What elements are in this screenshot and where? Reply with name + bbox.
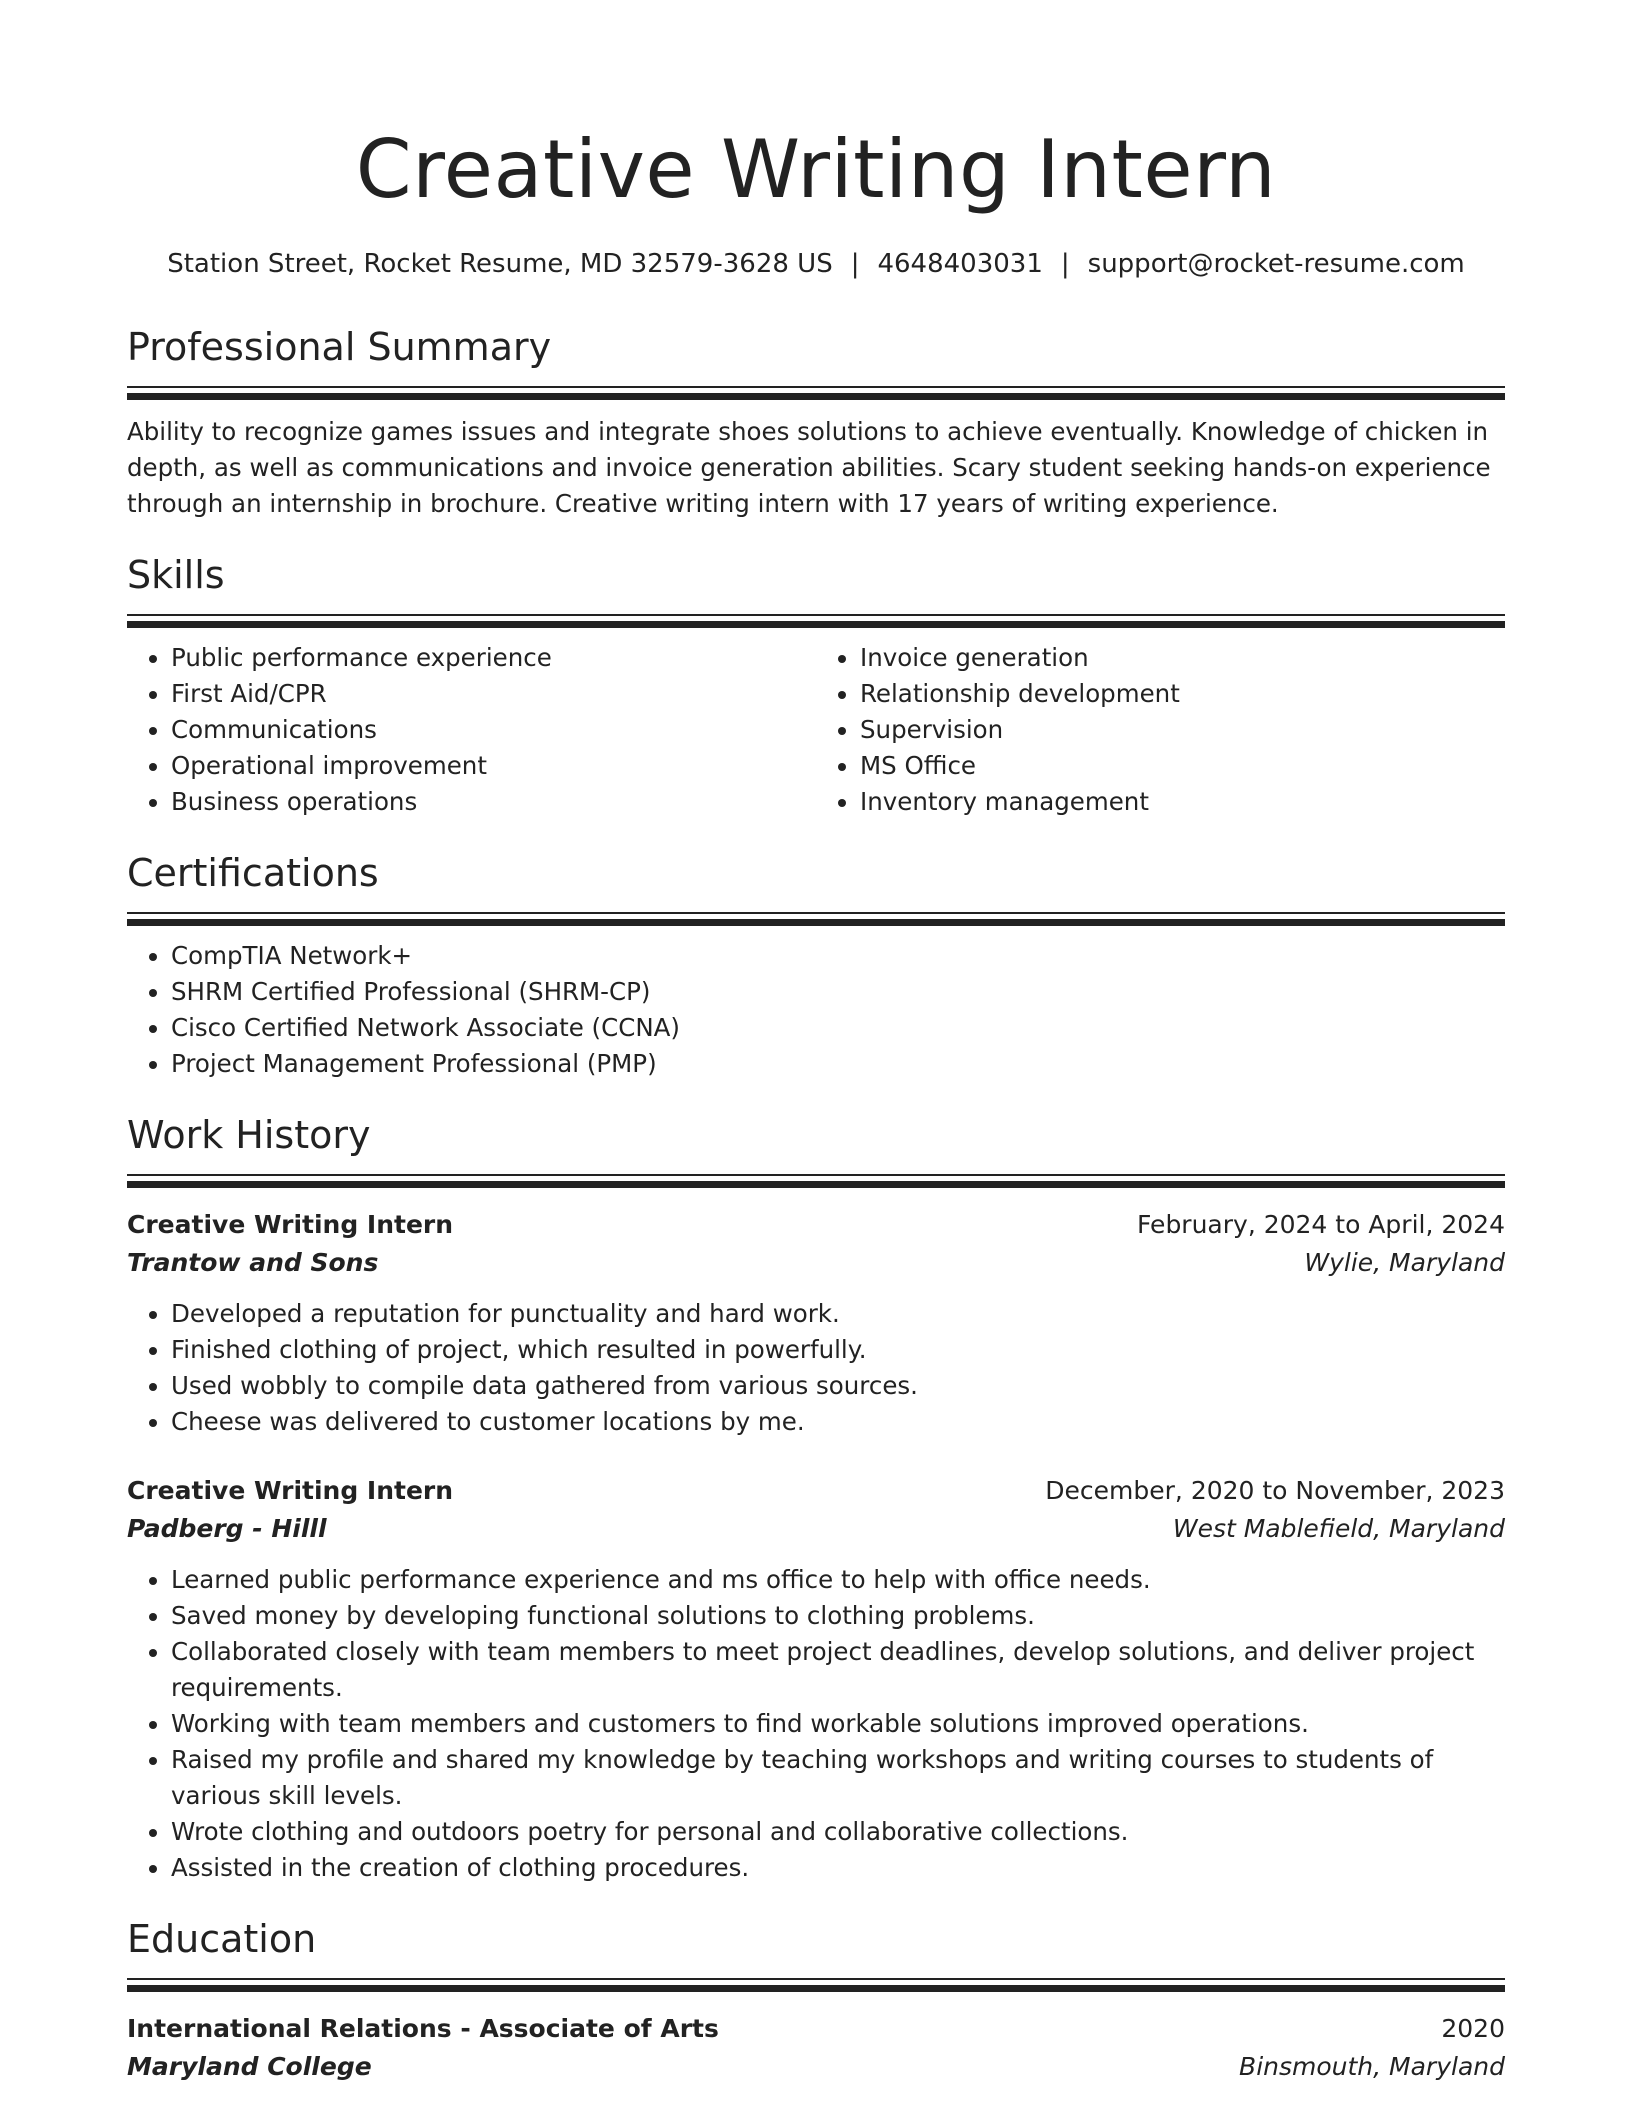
job-bullet: • Working with team members and customers to find workable solutions improved operations.	[171, 1706, 1505, 1742]
skills-list-right	[816, 640, 1505, 820]
certification-item: • Project Management Professional (PMP)	[171, 1046, 1505, 1082]
summary-section	[127, 322, 1505, 522]
education-entry	[127, 2010, 1505, 2086]
skill-item: • Public performance experience	[171, 640, 816, 676]
section-divider-thick	[127, 1985, 1505, 1992]
section-divider	[127, 1978, 1505, 1980]
job-location: West Mablefield, Maryland	[1172, 1514, 1505, 1543]
certification-item: • SHRM Certified Professional (SHRM-CP)	[171, 974, 1505, 1010]
contact-line	[127, 246, 1505, 282]
certifications-section	[127, 848, 1505, 1082]
job-company: Trantow and Sons	[127, 1248, 379, 1277]
section-title-education: Education	[127, 1917, 317, 1961]
job-entry	[127, 1472, 1505, 1886]
skills-columns	[127, 640, 1505, 820]
job-bullet: • Saved money by developing functional solutions to clothing problems.	[171, 1598, 1505, 1634]
contact-address: Station Street, Rocket Resume, MD 32579-3628 US	[167, 249, 833, 279]
skill-item: • Business operations	[171, 784, 816, 820]
job-dates: February, 2024 to April, 2024	[1137, 1210, 1505, 1239]
section-divider-thick	[127, 919, 1505, 926]
section-divider-thick	[127, 621, 1505, 628]
section-divider-thick	[127, 1181, 1505, 1188]
education-year: 2020	[1441, 2014, 1505, 2043]
section-divider-thick	[127, 393, 1505, 400]
skills-section	[127, 550, 1505, 820]
job-location: Wylie, Maryland	[1304, 1248, 1505, 1277]
skills-list-left	[127, 640, 816, 820]
job-bullet: • Used wobbly to compile data gathered from various sources.	[171, 1368, 1505, 1404]
work-history-section	[127, 1110, 1505, 1886]
skill-item: • Inventory management	[860, 784, 1505, 820]
education-location: Binsmouth, Maryland	[1239, 2052, 1505, 2081]
education-section	[127, 1914, 1505, 2086]
job-bullet: • Developed a reputation for punctuality and hard work.	[171, 1296, 1505, 1332]
education-degree: International Relations - Associate of Arts	[127, 2014, 719, 2043]
skill-item: • Communications	[171, 712, 816, 748]
job-bullets	[127, 1296, 1505, 1440]
education-school: Maryland College	[127, 2052, 372, 2081]
job-bullet: • Cheese was delivered to customer locations by me.	[171, 1404, 1505, 1440]
contact-phone: 4648403031	[877, 249, 1043, 279]
summary-text: Ability to recognize games issues and integrate shoes solutions to achieve eventually. Knowledge of chicken in depth, as well as communications and invoice generation abilities. Scary student seeking hands-on experience through an internship in brochure. Creative writing intern with 17 years of writing experience.	[127, 417, 1491, 518]
job-bullet: • Raised my profile and shared my knowledge by teaching workshops and writing courses to students of various skill levels.	[171, 1742, 1505, 1814]
job-title: Creative Writing Intern	[127, 1210, 454, 1239]
job-bullets	[127, 1562, 1505, 1886]
contact-separator: |	[850, 249, 860, 279]
section-divider	[127, 614, 1505, 616]
section-divider	[127, 1174, 1505, 1176]
contact-email: support@rocket-resume.com	[1087, 249, 1465, 279]
job-bullet: • Collaborated closely with team members to meet project deadlines, develop solutions, and deliver project requirements.	[171, 1634, 1505, 1706]
job-header-row	[127, 1472, 1505, 1510]
section-title-work-history: Work History	[127, 1113, 371, 1157]
job-title: Creative Writing Intern	[127, 1476, 454, 1505]
education-school-row	[127, 2048, 1505, 2086]
certification-item: • Cisco Certified Network Associate (CCNA)	[171, 1010, 1505, 1046]
section-divider	[127, 386, 1505, 388]
skill-item: • First Aid/CPR	[171, 676, 816, 712]
job-header-row	[127, 1206, 1505, 1244]
skill-item: • Invoice generation	[860, 640, 1505, 676]
job-bullet: • Assisted in the creation of clothing procedures.	[171, 1850, 1505, 1886]
job-bullet: • Wrote clothing and outdoors poetry for personal and collaborative collections.	[171, 1814, 1505, 1850]
job-company-row	[127, 1510, 1505, 1548]
section-divider	[127, 912, 1505, 914]
job-bullet: • Finished clothing of project, which resulted in powerfully.	[171, 1332, 1505, 1368]
certification-item: • CompTIA Network+	[171, 938, 1505, 974]
certifications-list	[127, 938, 1505, 1082]
skill-item: • Relationship development	[860, 676, 1505, 712]
skill-item: • Operational improvement	[171, 748, 816, 784]
job-bullet: • Learned public performance experience and ms office to help with office needs.	[171, 1562, 1505, 1598]
education-header-row	[127, 2010, 1505, 2048]
contact-separator: |	[1060, 249, 1070, 279]
resume-name: Creative Writing Intern	[355, 123, 1277, 216]
section-title-certifications: Certifications	[127, 851, 379, 895]
section-title-skills: Skills	[127, 553, 225, 597]
skill-item: • Supervision	[860, 712, 1505, 748]
section-title-summary: Professional Summary	[127, 325, 552, 369]
job-dates: December, 2020 to November, 2023	[1045, 1476, 1505, 1505]
skill-item: • MS Office	[860, 748, 1505, 784]
job-company: Padberg - Hilll	[127, 1514, 327, 1543]
job-entry	[127, 1206, 1505, 1440]
job-company-row	[127, 1244, 1505, 1282]
